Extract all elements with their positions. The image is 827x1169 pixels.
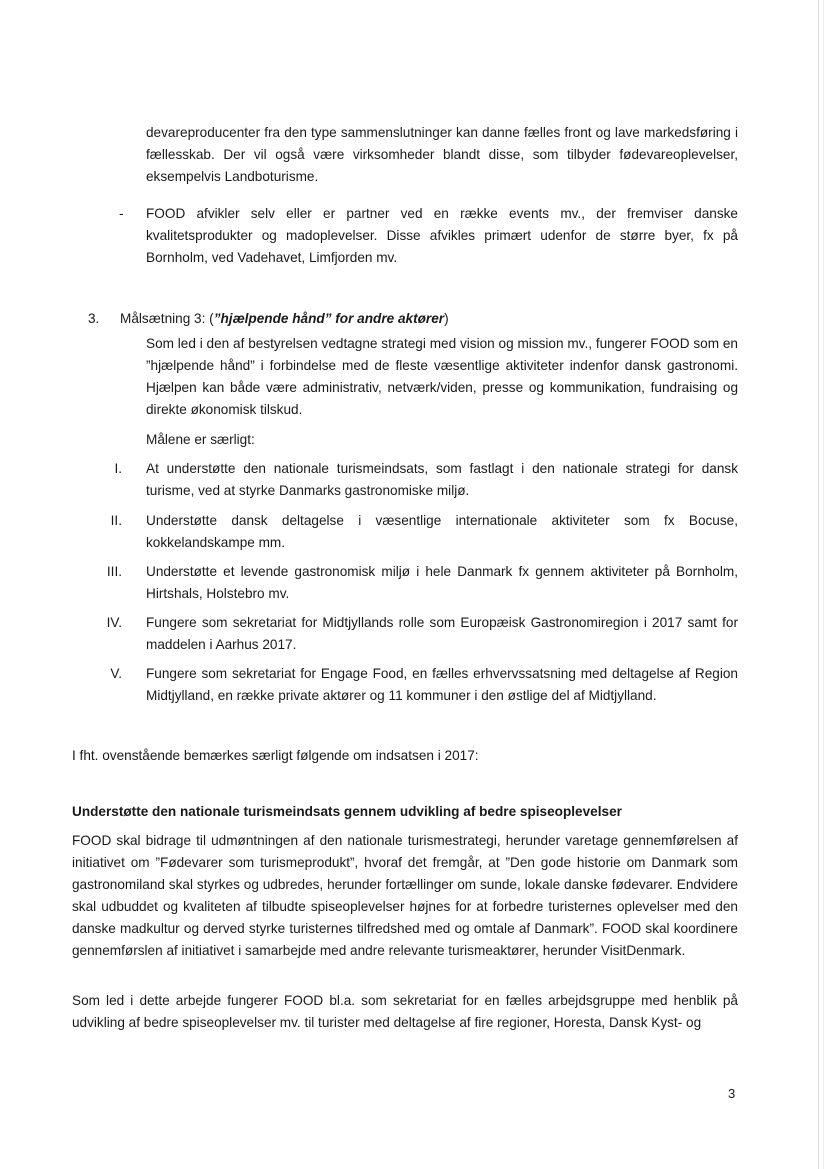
section-heading: Understøtte den nationale turismeindsats gennem udvikling af bedre spiseoplevelser [72,804,622,819]
goal-title-prefix: Målsætning 3: ( [120,311,214,326]
list-item-number: V. [110,666,122,681]
list-item-number: II. [110,513,122,528]
note-paragraph: I fht. ovenstående bemærkes særligt følgende om indsatsen i 2017: [72,748,479,763]
continuation-paragraph: devareproducenter fra den type sammenslutninger kan danne fælles front og lave markedsføring i fællesskab. Der vil også være virksomheder blandt disse, som tilbyder fødevareoplevelser, eksempelvis Landboturisme. [146,125,738,184]
list-item: At understøtte den nationale turismeindsats, som fastlagt i den nationale strategi for dansk turisme, ved at styrke Danmarks gastronomiske miljø. [146,461,738,498]
page-number: 3 [728,1086,736,1101]
list-item: Understøtte dansk deltagelse i væsentlige internationale aktiviteter som fx Bocuse, kokkelandskampe mm. [146,513,738,550]
goal-title-emphasis: ”hjælpende hånd” for andre aktører [213,311,445,326]
scan-edge-line-outer [823,0,824,1169]
goal-title-suffix: ) [444,311,449,326]
bullet-paragraph: FOOD afvikler selv eller er partner ved en række events mv., der fremviser danske kvalitetsprodukter og madoplevelser. Disse afvikles primært udenfor de større byer, fx på Bornholm, ved Vadehavet, Limfjorden mv. [146,206,738,265]
list-item: Understøtte et levende gastronomisk miljø i hele Danmark fx gennem aktiviteter på Bornholm, Hirtshals, Holstebro mv. [146,564,738,601]
list-item: Fungere som sekretariat for Midtjyllands rolle som Europæisk Gastronomiregion i 2017 samt for maddelen i Aarhus 2017. [146,615,738,652]
bullet-dash: - [119,206,124,221]
list-item-number: III. [106,564,122,579]
section-paragraph: FOOD skal bidrage til udmøntningen af den nationale turismestrategi, herunder varetage gennemførelsen af initiativet om ”Fødevarer som turismeprodukt”, hvoraf det fremgår, at ”Den gode historie om Danmark som gastronomiland skal styrkes og udbredes, herunder fortællinger om sunde, lokale danske fødevarer. Endvidere skal udbuddet og kvaliteten af tilbudte spiseoplevelser højnes for at forbedre turisternes oplevelser med den danske madkultur og derved styrke turisternes tilfredshed med og omtale af Danmark”. FOOD skal koordinere gennemførslen af initiativet i samarbejde med andre relevante turismeaktører, herunder VisitDenmark. [72,833,738,958]
list-item-number: IV. [106,615,122,630]
section-paragraph: Som led i dette arbejde fungerer FOOD bl.a. som sekretariat for en fælles arbejdsgruppe med henblik på udvikling af bedre spiseoplevelser mv. til turister med deltagelse af fire regioner, Horesta, Dansk Kyst- og [72,993,738,1030]
list-item-number: I. [114,461,122,476]
goal-body-paragraph: Som led i den af bestyrelsen vedtagne strategi med vision og mission mv., fungerer FOOD som en ”hjælpende hånd” i forbindelse med de fleste væsentlige aktiviteter indenfor dansk gastronomi. Hjælpen kan både være administrativ, netværk/viden, presse og kommunikation, fundraising og direkte økonomisk tilskud. [146,336,738,417]
goal-title [120,308,720,330]
goal-number: 3. [88,311,100,326]
scan-edge-line [818,0,819,1169]
goal-lead-text: Målene er særligt: [146,432,255,447]
list-item: Fungere som sekretariat for Engage Food, en fælles erhvervssatsning med deltagelse af Region Midtjylland, en række private aktører og 11 kommuner i den østlige del af Midtjylland. [146,666,738,703]
